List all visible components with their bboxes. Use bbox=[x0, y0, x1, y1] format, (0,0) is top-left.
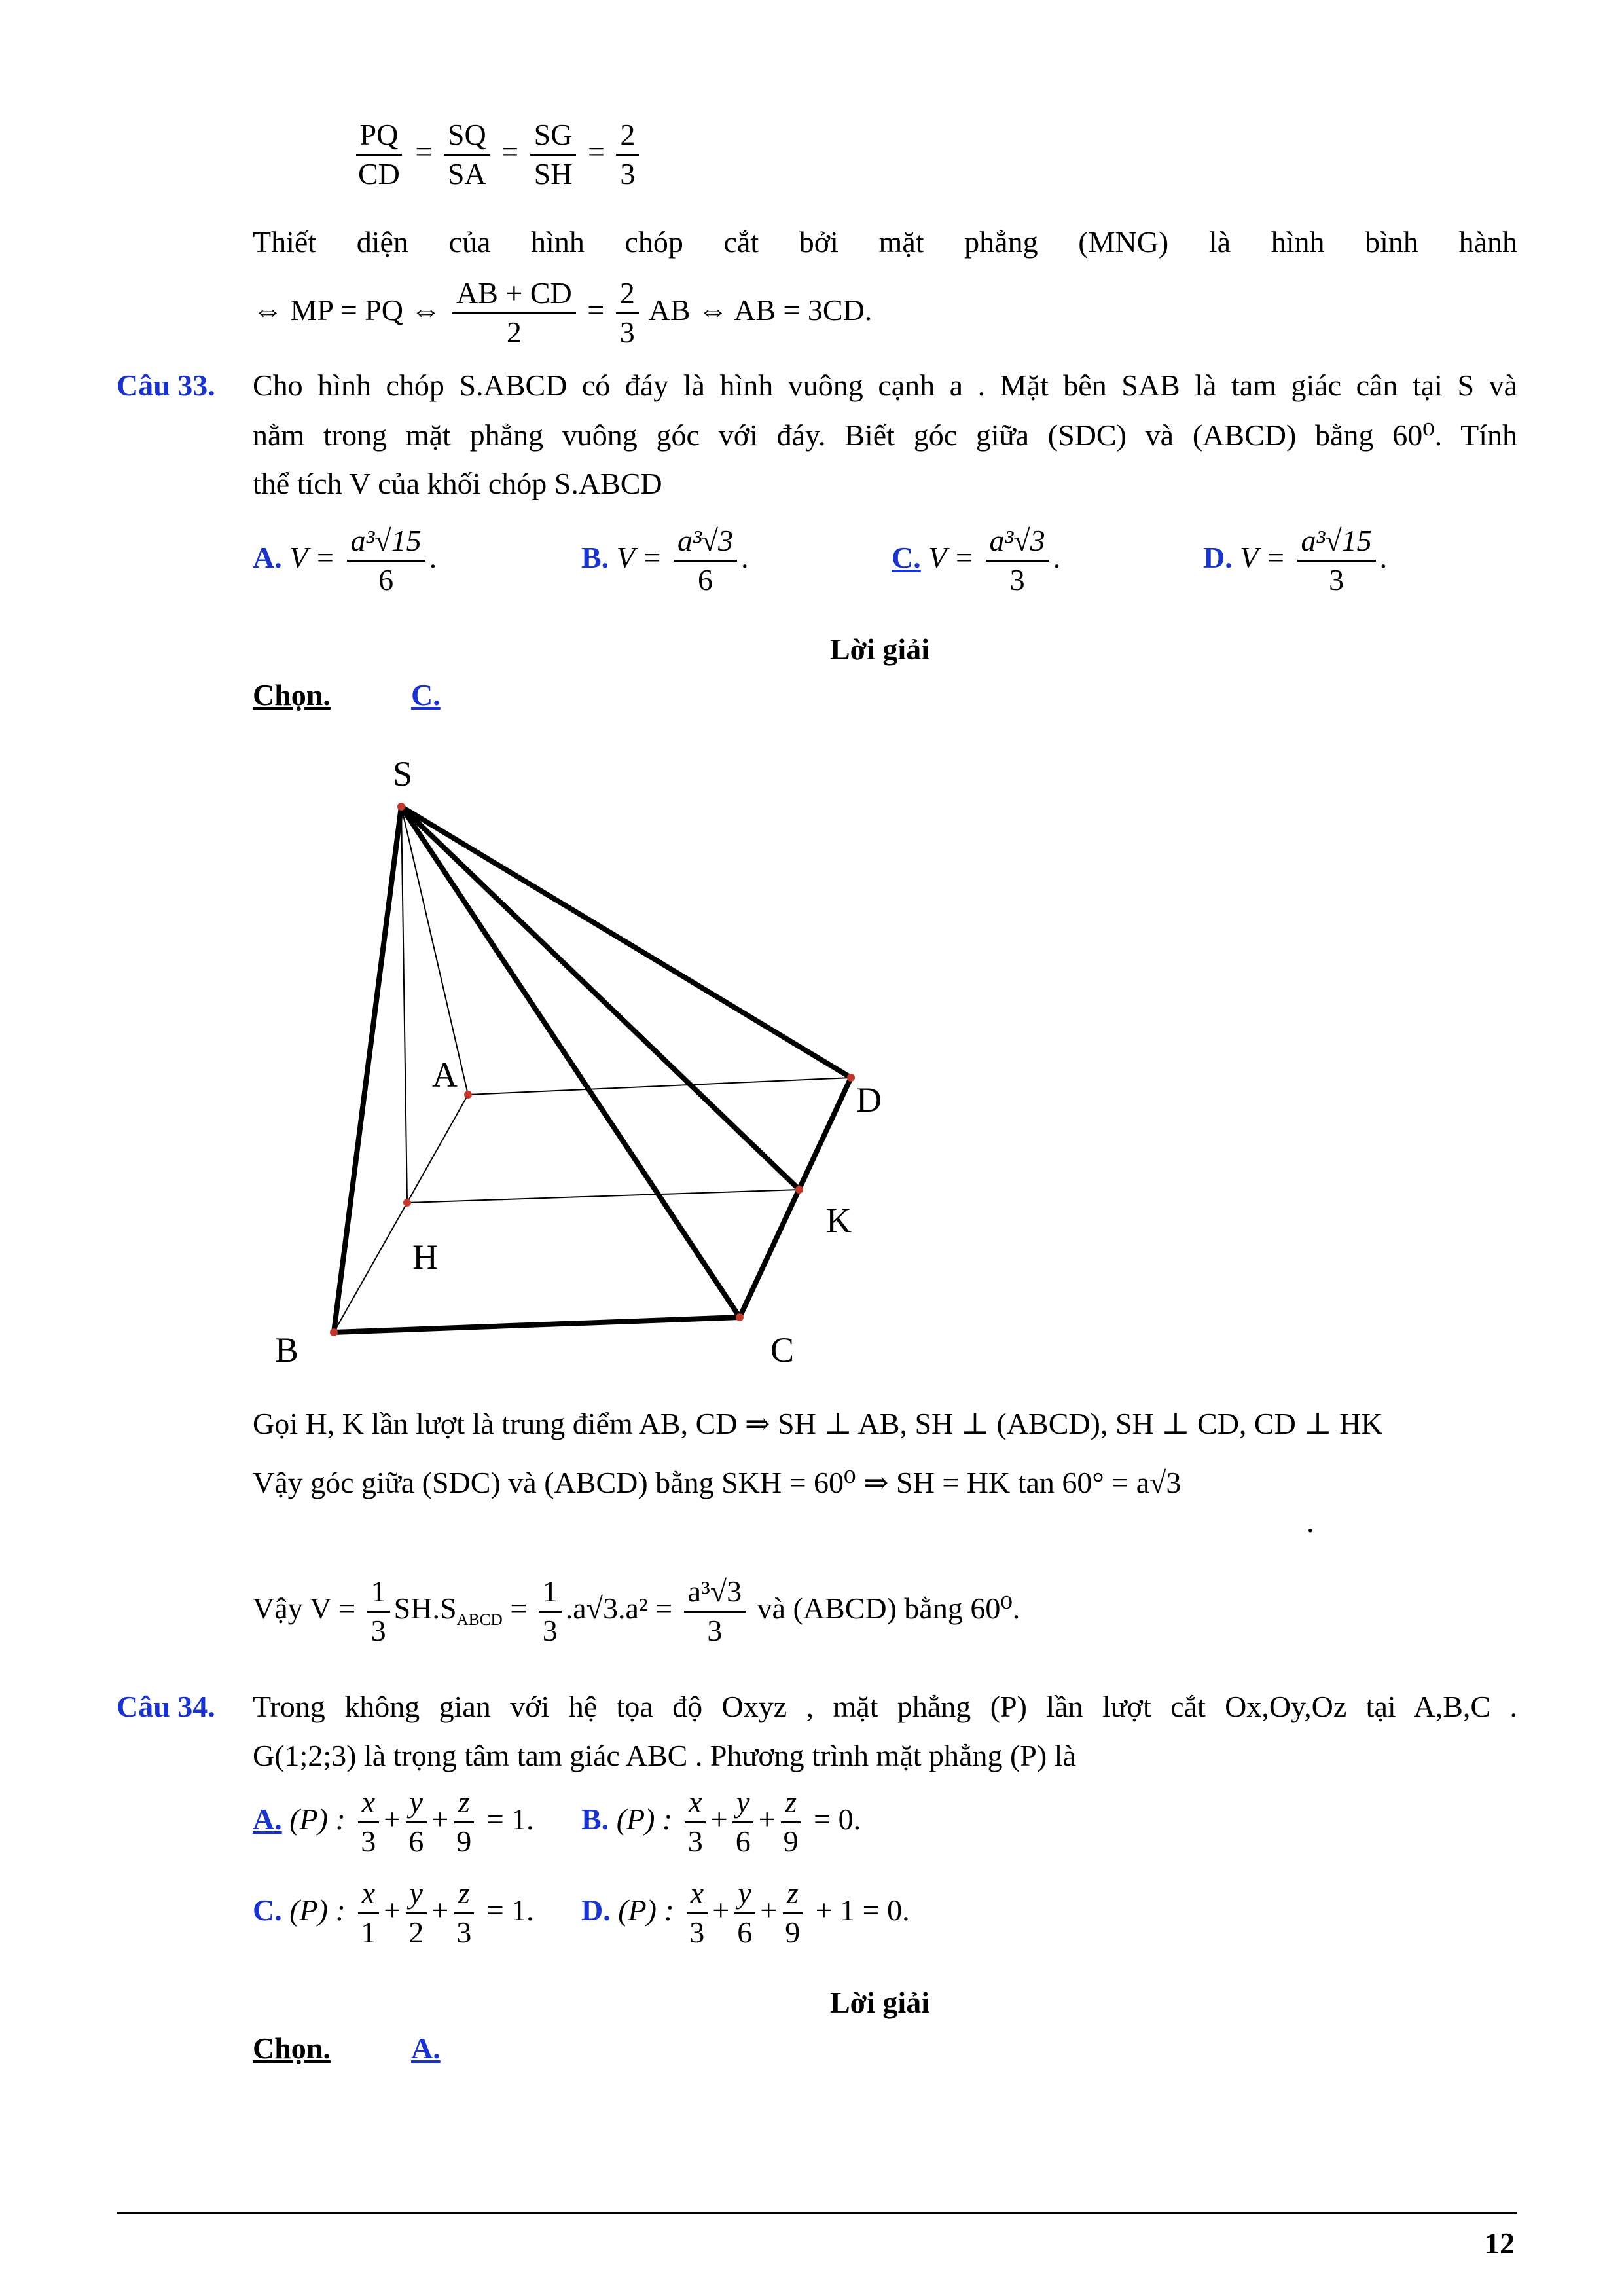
q33-chon-answer: C. bbox=[411, 678, 441, 712]
q34-option-a[interactable]: A. (P) : $\frac{x}{3}$ + $\frac{y}{6}$ + $\frac{z}{9}$ = 1. bbox=[253, 1785, 534, 1858]
question-33-label: Câu 33. bbox=[117, 369, 215, 402]
edge-SH bbox=[401, 807, 407, 1203]
point-B bbox=[330, 1328, 338, 1336]
q33-option-d[interactable]: D. V = $\frac{\text{a³√15}}{3}$ . bbox=[1203, 524, 1388, 596]
point-C bbox=[736, 1313, 744, 1321]
edge-SK bbox=[401, 807, 799, 1190]
question-34-label: Câu 34. bbox=[117, 1690, 215, 1723]
q33-option-c[interactable]: C. V = $\frac{\text{a³√3}}{3}$ . bbox=[892, 524, 1061, 596]
q33-volume-line: Vậy V = $\frac{1}{3}$ $SH.S_{ABCD}$ = $\frac{1}{3}$ .a√3.a² = $\frac{\text{a³√3}}{3}$ và (ABCD) bằng 60⁰. bbox=[253, 1575, 1020, 1647]
edge-SD bbox=[401, 807, 851, 1078]
q33-text-line3: thể tích V của khối chóp S.ABCD bbox=[253, 467, 662, 500]
page-number: 12 bbox=[1485, 2227, 1515, 2260]
q34-text-line2: G(1;2;3) là trọng tâm tam giác ABC . Phương trình mặt phẳng (P) là bbox=[253, 1739, 1076, 1772]
q33-solution-line1: Gọi H, K lần lượt là trung điểm AB, CD ⇒ SH ⊥ AB, SH ⊥ (ABCD), SH ⊥ CD, CD ⊥ HK bbox=[253, 1407, 1383, 1440]
q34-text-line1: Trong không gian với hệ tọa độ Oxyz , mặt phẳng (P) lần lượt cắt Ox,Oy,Oz tại A,B,C . bbox=[253, 1690, 1517, 1723]
edge-HB bbox=[334, 1203, 407, 1332]
q34-option-b[interactable]: B. (P) : $\frac{x}{3}$ + $\frac{y}{6}$ + $\frac{z}{9}$ = 0. bbox=[581, 1785, 861, 1858]
pyramid-figure bbox=[236, 740, 956, 1362]
label-A: A bbox=[432, 1055, 458, 1095]
label-C: C bbox=[770, 1330, 795, 1362]
equiv-line: ⇔ MP = PQ ⇔ $\frac{AB + CD}{2}$ = $\frac{2}{3}$ AB ⇔ AB = 3CD. bbox=[253, 276, 873, 349]
edge-SA bbox=[401, 807, 468, 1095]
q34-solution-title: Lời giải bbox=[830, 1986, 929, 2019]
label-B: B bbox=[275, 1330, 299, 1362]
edge-AH bbox=[407, 1095, 468, 1203]
label-D: D bbox=[856, 1080, 882, 1120]
point-K bbox=[795, 1186, 803, 1194]
q33-solution-line2: Vậy góc giữa (SDC) và (ABCD) bằng SKH = 60⁰ ⇒ SH = HK tan 60° = a√3 bbox=[253, 1466, 1182, 1499]
point-S bbox=[397, 803, 405, 811]
q34-chon: Chọn. bbox=[253, 2032, 331, 2065]
q34-option-d[interactable]: D. (P) : $\frac{x}{3}$ + $\frac{y}{6}$ + $\frac{z}{9}$ + 1 = 0. bbox=[581, 1876, 910, 1949]
q33-option-a[interactable]: A. V = $\frac{\text{a³√15}}{6}$ . bbox=[253, 524, 437, 596]
section-sentence: Thiết diện của hình chóp cắt bởi mặt phẳng (MNG) là hình bình hành bbox=[253, 225, 1517, 259]
q34-option-c[interactable]: C. (P) : $\frac{x}{1}$ + $\frac{y}{2}$ + $\frac{z}{3}$ = 1. bbox=[253, 1876, 534, 1949]
q33-text-line1: Cho hình chóp S.ABCD có đáy là hình vuông cạnh a . Mặt bên SAB là tam giác cân tại S và bbox=[253, 369, 1517, 402]
q33-option-b[interactable]: B. V = $\frac{\text{a³√3}}{6}$ . bbox=[581, 524, 749, 596]
q33-solution-dot: . bbox=[1307, 1505, 1314, 1539]
point-H bbox=[403, 1199, 411, 1207]
label-H: H bbox=[412, 1237, 438, 1277]
q33-text-line2: nằm trong mặt phẳng vuông góc với đáy. Biết góc giữa (SDC) và (ABCD) bằng 60⁰. Tính bbox=[253, 418, 1517, 452]
label-S: S bbox=[393, 754, 413, 793]
point-A bbox=[464, 1091, 472, 1099]
q34-chon-answer: A. bbox=[411, 2032, 441, 2065]
q33-solution-title: Lời giải bbox=[830, 632, 929, 666]
edge-AD bbox=[468, 1078, 851, 1095]
edge-BC bbox=[334, 1317, 740, 1332]
edge-CD bbox=[740, 1078, 851, 1317]
footer-rule bbox=[117, 2212, 1517, 2214]
label-K: K bbox=[826, 1201, 852, 1240]
edge-HK bbox=[407, 1190, 799, 1203]
q33-chon: Chọn. bbox=[253, 678, 331, 712]
edge-SB bbox=[334, 807, 401, 1332]
ratio-equation: $\frac{PQ}{CD}$ = $\frac{SQ}{SA}$ = $\frac{SG}{SH}$ = $\frac{2}{3}$ bbox=[350, 118, 643, 192]
point-D bbox=[847, 1074, 855, 1082]
